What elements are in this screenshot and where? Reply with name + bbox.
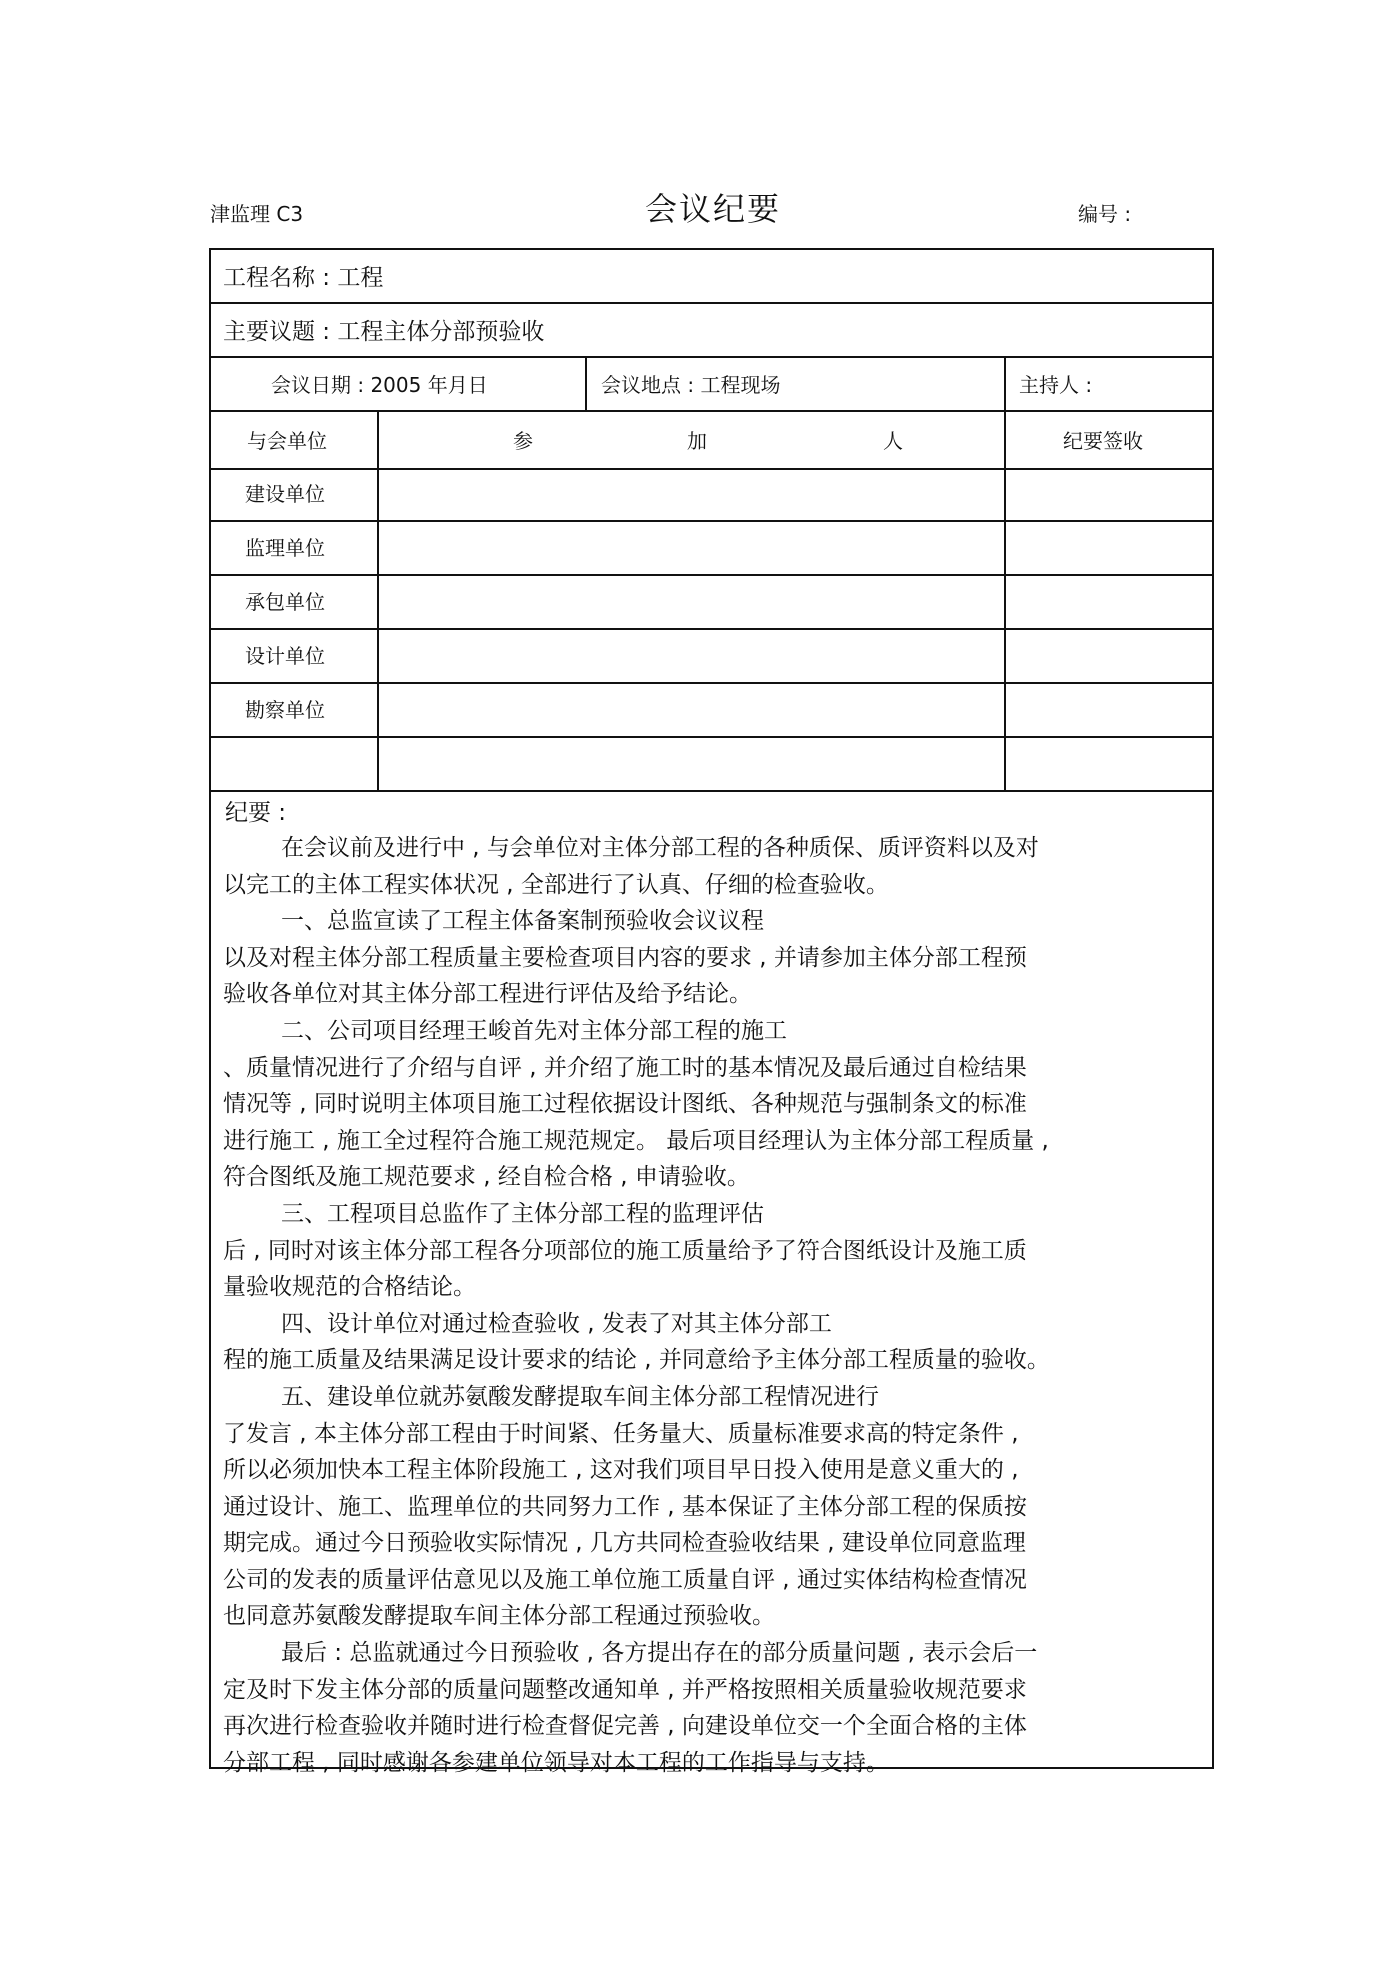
notes-line: 也同意苏氨酸发酵提取车间主体分部工程通过预验收。 (223, 1603, 775, 1630)
meeting-date: 会议日期 : 2005 年月日 (271, 373, 488, 397)
notes-line: 分部工程 , 同时感谢各参建单位领导对本工程的工作指导与支持。 (223, 1749, 889, 1776)
notes-line: 以完工的主体工程实体状况 , 全部进行了认真、仔细的检查验收。 (223, 871, 889, 898)
notes-line: 符合图纸及施工规范要求 , 经自检合格 , 申请验收。 (223, 1164, 750, 1191)
notes-line: 定及时下发主体分部的质量问题整改通知单 , 并严格按照相关质量验收规范要求 (223, 1676, 1027, 1703)
row-divider (211, 682, 1212, 684)
unit-label: 建设单位 (245, 482, 325, 506)
notes-line: 程的施工质量及结果满足设计要求的结论 , 并同意给予主体分部工程质量的验收。 (223, 1347, 1050, 1374)
row-divider (211, 790, 1212, 792)
meeting-topic: 主要议题 : 工程主体分部预验收 (223, 319, 545, 345)
notes-label: 纪要 : (225, 800, 287, 826)
column-divider (377, 410, 379, 790)
notes-line: 三、工程项目总监作了主体分部工程的监理评估 (281, 1200, 764, 1227)
notes-line: 所以必须加快本工程主体阶段施工 , 这对我们项目早日投入使用是意义重大的 , (223, 1457, 1019, 1484)
notes-line: 了发言 , 本主体分部工程由于时间紧、任务量大、质量标准要求高的特定条件 , (223, 1420, 1019, 1447)
row-divider (211, 468, 1212, 470)
column-divider (585, 356, 587, 410)
notes-line: 再次进行检查验收并随时进行检查督促完善 , 向建设单位交一个全面合格的主体 (223, 1713, 1027, 1740)
notes-line: 期完成。通过今日预验收实际情况 , 几方共同检查验收结果 , 建设单位同意监理 (223, 1530, 1026, 1557)
notes-line: 、质量情况进行了介绍与自评 , 并介绍了施工时的基本情况及最后通过自检结果 (223, 1054, 1027, 1081)
row-divider (211, 736, 1212, 738)
notes-line: 通过设计、施工、监理单位的共同努力工作 , 基本保证了主体分部工程的保质按 (223, 1493, 1027, 1520)
notes-line: 量验收规范的合格结论。 (223, 1274, 476, 1301)
notes-line: 最后 : 总监就通过今日预验收 , 各方提出存在的部分质量问题 , 表示会后一 (281, 1640, 1038, 1667)
notes-line: 后 , 同时对该主体分部工程各分项部位的施工质量给予了符合图纸设计及施工质 (223, 1237, 1027, 1264)
column-divider (1004, 356, 1006, 410)
meeting-host: 主持人 : (1019, 373, 1093, 397)
unit-label: 承包单位 (245, 590, 325, 614)
column-header-signature: 纪要签收 (1063, 429, 1143, 453)
row-divider (211, 628, 1212, 630)
unit-label: 设计单位 (245, 644, 325, 668)
notes-line: 四、设计单位对通过检查验收 , 发表了对其主体分部工 (281, 1310, 832, 1337)
notes-line: 五、建设单位就苏氨酸发酵提取车间主体分部工程情况进行 (281, 1383, 879, 1410)
row-divider (211, 356, 1212, 358)
row-divider (211, 302, 1212, 304)
column-header-unit: 与会单位 (247, 429, 327, 453)
document-title: 会议纪要 (645, 190, 782, 228)
meeting-minutes-form (209, 248, 1214, 1776)
row-divider (211, 520, 1212, 522)
row-divider (211, 574, 1212, 576)
meeting-location: 会议地点 : 工程现场 (601, 373, 781, 397)
column-divider (1004, 410, 1006, 790)
notes-line: 二、公司项目经理王峻首先对主体分部工程的施工 (281, 1017, 787, 1044)
notes-line: 一、总监宣读了工程主体备案制预验收会议议程 (281, 908, 764, 935)
notes-line: 进行施工 , 施工全过程符合施工规范规定。 最后项目经理认为主体分部工程质量 , (223, 1127, 1049, 1154)
notes-line: 情况等 , 同时说明主体项目施工过程依据设计图纸、各种规范与强制条文的标准 (223, 1091, 1027, 1118)
unit-label: 勘察单位 (245, 698, 325, 722)
document-number-label: 编号 : (1078, 202, 1132, 226)
column-header-attendees-char: 人 (883, 429, 903, 453)
unit-label: 监理单位 (245, 536, 325, 560)
notes-line: 公司的发表的质量评估意见以及施工单位施工质量自评 , 通过实体结构检查情况 (223, 1566, 1027, 1593)
form-code: 津监理 C3 (210, 202, 304, 226)
notes-line: 以及对程主体分部工程质量主要检查项目内容的要求 , 并请参加主体分部工程预 (223, 944, 1027, 971)
column-header-attendees-char: 加 (687, 429, 707, 453)
row-divider (211, 410, 1212, 412)
notes-body (223, 830, 1213, 1781)
project-name: 工程名称 : 工程 (223, 265, 384, 291)
notes-line: 在会议前及进行中 , 与会单位对主体分部工程的各种质保、质评资料以及对 (281, 835, 1039, 861)
notes-line: 验收各单位对其主体分部工程进行评估及给予结论。 (223, 981, 752, 1008)
column-header-attendees-char: 参 (513, 429, 533, 453)
